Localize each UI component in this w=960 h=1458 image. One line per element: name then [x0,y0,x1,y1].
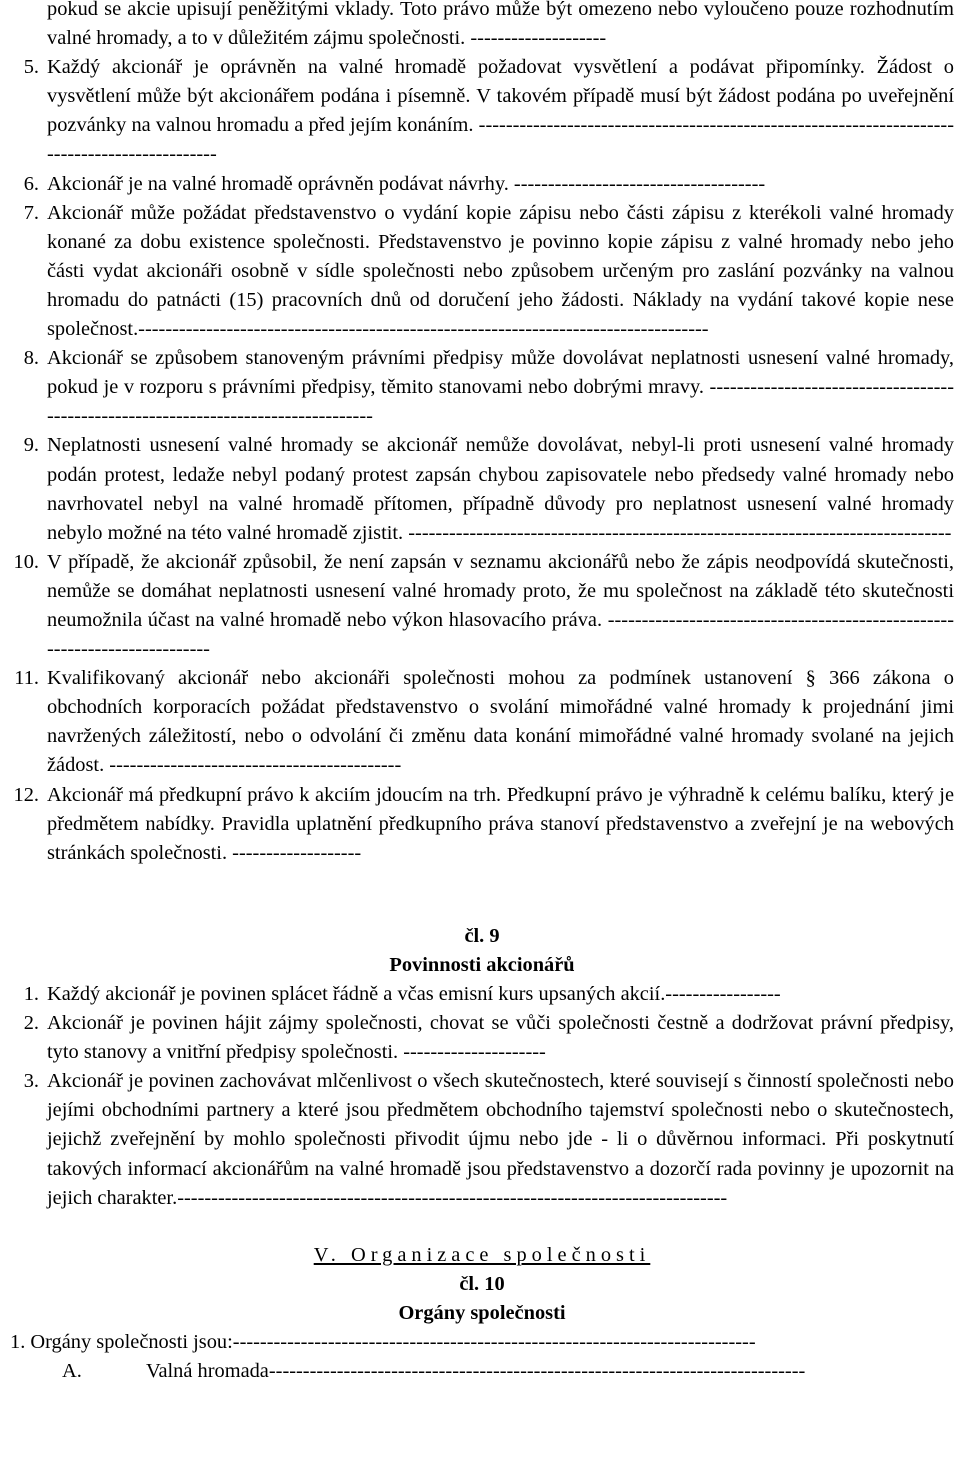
item-text: Akcionář je povinen hájit zájmy společnosti, chovat se vůči společnosti čestně a dodržovat právní předpisy, tyto stanovy a vnitřní předpisy společnosti. --------------------- [47,1012,954,1064]
organs-line: 1. Orgány společnosti jsou:----------------------------------------------------------------------------- [10,1331,756,1354]
art8-list [10,53,954,868]
item-text: Akcionář je na valné hromadě oprávněn podávat návrhy. ------------------------------------- [47,172,766,195]
part-title: V. Organizace společnosti [313,1243,651,1266]
sub-item-label: Valná hromada------------------------------------------------------------------------------- [146,1360,806,1383]
list-item [10,1067,954,1212]
sub-item-letter: A. [62,1360,82,1383]
item-number: 3. [23,1070,39,1093]
document-page [10,0,954,1386]
article-number: čl. 10 [459,1272,505,1295]
list-item [10,1009,954,1067]
item-text: Akcionář je povinen zachovávat mlčenlivost o všech skutečnostech, které souvisejí s činností společnosti nebo jejími obchodními partnery a které jsou předmětem obchodního tajemství společnosti nebo o skutečnostech, jejichž zveřejnění by mohlo společnosti přivodit újmu nebo jde - li o důvěrnou informaci. Při poskytnutí takových informací akcionářům na valné hromadě jsou představenstvo a dozorčí rada povinny je upozornit na jejich charakter.--------------------------------------------------------------------------------- [47,1070,954,1209]
item-number: 8. [23,347,39,370]
item-number: 5. [23,56,39,79]
article-title: Orgány společnosti [398,1301,566,1324]
list-item [10,199,954,344]
list-item [10,781,954,868]
item-number: 9. [23,434,39,457]
art9-list [10,980,954,1213]
list-item [10,548,954,664]
item-text: Akcionář se způsobem stanoveným právními předpisy může dovolávat neplatnosti usnesení valné hromady, pokud je v rozporu s právními předpisy, těmito stanovami nebo dobrými mravy. ------------------------------------------------------------------------------------ [47,347,954,428]
item-number: 6. [23,172,39,195]
item-text: Kvalifikovaný akcionář nebo akcionáři společnosti mohou za podmínek ustanovení § 366 zákona o obchodních korporacích požádat představenstvo o svolání mimořádné valné hromady k projednání jimi navržených záležitostí, nebo o odvolání či změnu data konání mimořádné valné hromady svolané na jejich žádost. ------------------------------------------- [47,667,954,777]
item-text: Akcionář má předkupní právo k akciím jdoucím na trh. Předkupní právo je výhradně k celému balíku, který je předmětem nabídky. Pravidla uplatnění předkupního práva stanoví představenstvo a zveřejní je na webových stránkách společnosti. ------------------- [47,783,954,864]
list-item [10,664,954,780]
item-number: 2. [23,1012,39,1035]
item-text: Neplatnosti usnesení valné hromady se akcionář nemůže dovolávat, nebyl-li proti usnesení valné hromady podán protest, ledaže nebyl podaný protest zapsán chybou zapisovatele nebo předsedy valné hromady nebo navrhovatel nebyl na valné hromadě přítomen, případně důvody pro neplatnost usnesení valné hromady nebylo možné na této valné hromadě zjistit. -------------------------------------------------------------------------------- [47,434,954,544]
article-number: čl. 9 [464,924,500,947]
article-title: Povinnosti akcionářů [389,953,575,976]
item-number: 7. [23,201,39,224]
item-number: 11. [14,667,39,690]
intro-paragraph: pokud se akcie upisují peněžitými vklady. Toto právo může být omezeno nebo vyloučeno pouze rozhodnutím valné hromady, a to v důležitém zájmu společnosti. -------------------- [47,0,954,50]
item-text: Akcionář může požádat představenstvo o vydání kopie zápisu nebo části zápisu z kterékoli valné hromady konané za dobu existence společnosti. Představenstvo je povinno kopie zápisu z valné hromady nebo jeho části vydat akcionáři osobně v sídle společnosti nebo způsobem určeným pro zaslání pozvánky na valnou hromadu do patnácti (15) pracovních dnů od doručení jeho žádosti. Náklady na vydání takové kopie nese společnost.------------------------------------------------------------------------------------ [47,201,954,341]
item-number: 10. [13,550,39,573]
list-item [10,53,954,169]
sub-item [10,1357,954,1386]
item-text: Každý akcionář je povinen splácet řádně a včas emisní kurs upsaných akcií.----------------- [47,983,781,1005]
list-item [10,344,954,431]
item-text: V případě, že akcionář způsobil, že není zapsán v seznamu akcionářů nebo že zápis neodpovídá skutečnosti, nemůže se domáhat neplatnosti usnesení valné hromady proto, že mu společnost na základě této skutečnosti neumožnila účast na valné hromadě nebo výkon hlasovacího práva. --------------------------------------------------------------------------- [47,550,954,661]
list-item [10,431,954,547]
list-item [10,170,954,199]
list-item [10,980,954,1009]
item-text: Každý akcionář je oprávněn na valné hromadě požadovat vysvětlení a podávat připomínky. Žádost o vysvětlení může být akcionářem podána i písemně. V takovém případě musí být žádost podána po uveřejnění pozvánky na valnou hromadu a před jejím konáním. ----------------------------------------------------------------------------------------------- [47,56,954,166]
item-number: 1. [23,983,39,1005]
section-spacer [10,868,954,922]
item-number: 12. [13,783,39,806]
